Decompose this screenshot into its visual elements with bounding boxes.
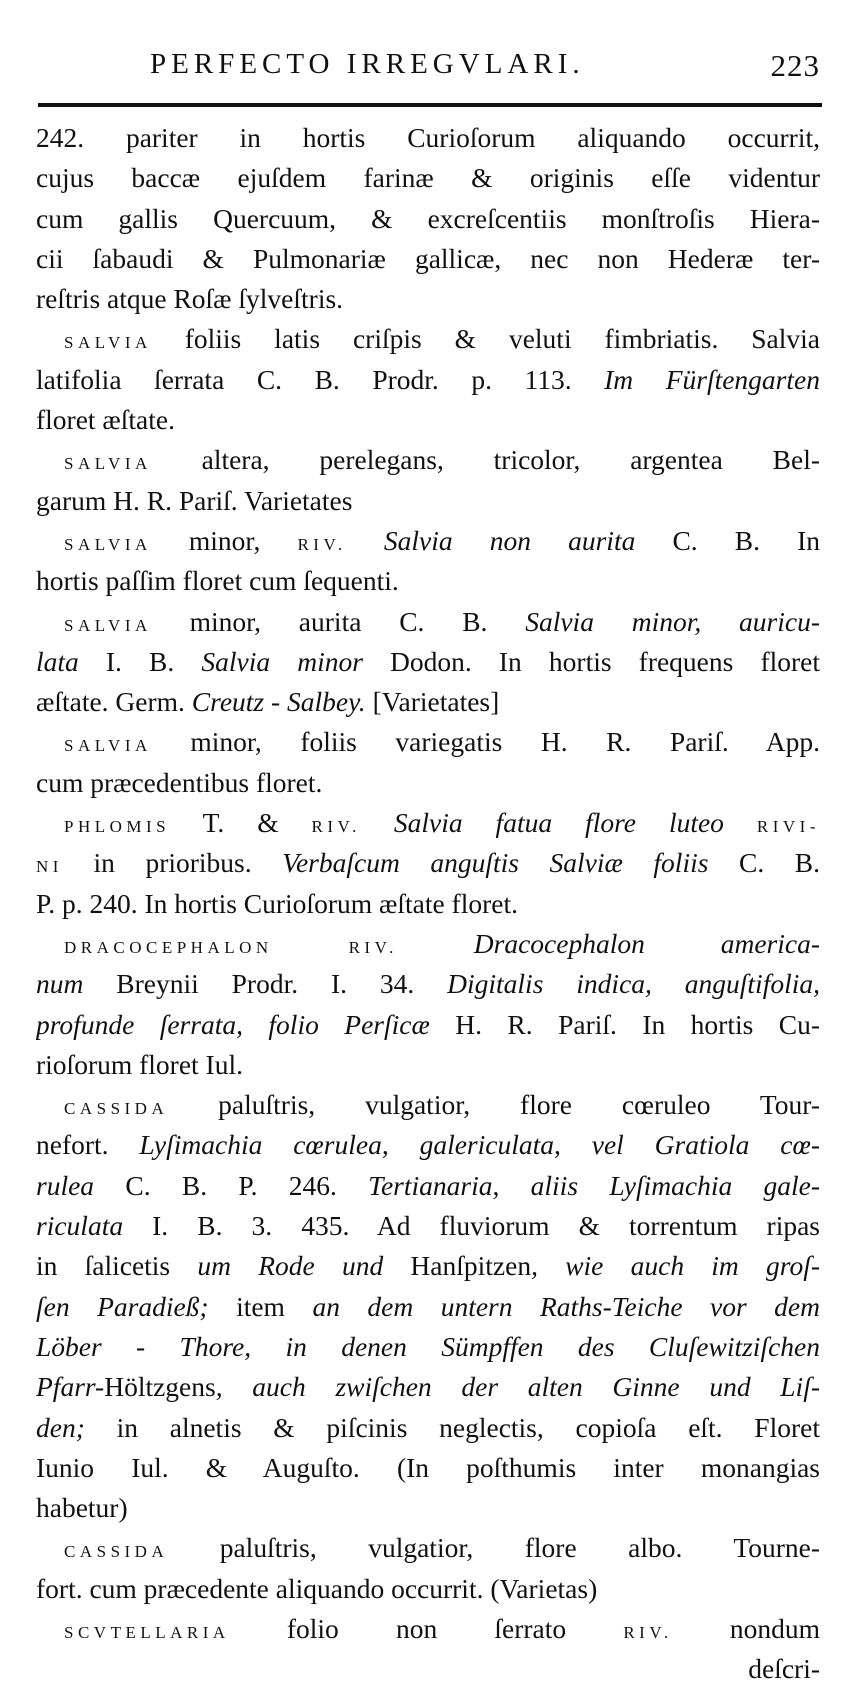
text-run: cii ſabaudi & Pulmonariæ gallicæ, nec non Hederæ ter- — [36, 242, 820, 274]
small-caps-term: SALVIA — [64, 454, 152, 474]
small-caps-term: NI — [36, 857, 63, 877]
catchword-line — [36, 1649, 820, 1689]
text-run: C. B. — [708, 847, 820, 879]
text-run: in ſalicetis — [36, 1250, 198, 1282]
text-line — [36, 1569, 820, 1609]
small-caps-term: SALVIA — [64, 615, 152, 635]
text-run: C. B. P. 246. — [94, 1169, 369, 1201]
text-run: deſcri- — [748, 1653, 820, 1685]
text-run: hortis paſſim floret cum ſequenti. — [36, 565, 399, 597]
text-line — [36, 1125, 820, 1165]
text-run: T. & — [170, 807, 312, 839]
text-line — [36, 884, 820, 924]
header-rule — [38, 103, 822, 107]
text-run: latifolia ſerrata C. B. Prodr. p. 113. — [36, 363, 605, 395]
small-caps-term: SALVIA — [64, 736, 152, 756]
small-caps-term: RIV. — [623, 1622, 673, 1642]
small-caps-term: CASSIDA — [64, 1099, 169, 1119]
italic-phrase: um Rode und — [197, 1250, 384, 1282]
italic-phrase: den; — [36, 1411, 85, 1443]
small-caps-term: PHLOMIS — [64, 817, 171, 837]
text-run: Höltzgens — [104, 1371, 216, 1403]
text-run: C. B. In — [635, 524, 820, 556]
text-line — [36, 239, 820, 279]
text-run: nondum — [672, 1612, 820, 1644]
italic-phrase: aliis Lyſimachia gale- — [530, 1169, 820, 1201]
text-run: Dodon. In hortis frequens floret — [362, 645, 820, 677]
text-run: fort. cum præcedente aliquando occurrit. (Varietas) — [36, 1572, 598, 1604]
text-run: P. p. 240. In hortis Curioſorum æſtate floret. — [36, 887, 518, 919]
text-run: habetur) — [36, 1492, 128, 1524]
text-run: cum præcedentibus floret. — [36, 766, 323, 798]
italic-phrase: lata — [36, 645, 79, 677]
text-run: I. B. 3. 435. Ad fluviorum & torrentum ripas — [123, 1210, 820, 1242]
text-run: altera, perelegans, tricolor, argentea Bel- — [151, 444, 820, 476]
text-line — [36, 1408, 820, 1448]
text-run: reſtris atque Roſæ ſylveſtris. — [36, 283, 344, 315]
entry-heading-line — [36, 1609, 820, 1649]
text-run: æſtate. Germ. — [36, 686, 192, 718]
text-run: Breynii Prodr. I. 34. — [83, 968, 448, 1000]
small-caps-term: SALVIA — [64, 333, 152, 353]
text-line — [36, 1206, 820, 1246]
text-run: cum gallis Quercuum, & excreſcentiis monſtroſis Hiera- — [36, 202, 820, 234]
italic-phrase: Digitalis indica, anguſtifolia, — [447, 968, 820, 1000]
italic-phrase: Verbaſcum anguſtis Salviæ foliis — [282, 847, 709, 879]
entry-heading-line — [36, 319, 820, 359]
page-number: 223 — [770, 48, 820, 83]
small-caps-term: RIV. — [311, 817, 361, 837]
italic-phrase: in denen Sümpffen des Cluſewitziſchen — [285, 1330, 820, 1362]
text-run: Hanſpitzen — [383, 1250, 532, 1282]
small-caps-term: CASSIDA — [64, 1542, 169, 1562]
text-run: minor, aurita C. B. — [151, 605, 526, 637]
italic-phrase: Löber - Thore, — [36, 1330, 252, 1362]
text-run: cujus baccæ ejuſdem farinæ & originis eſſe videntur — [36, 162, 820, 194]
text-line — [36, 682, 820, 722]
small-caps-term: RIV. — [297, 534, 347, 554]
text-run — [724, 807, 757, 838]
entry-heading-line — [36, 602, 820, 642]
text-line — [36, 199, 820, 239]
italic-phrase: , auch zwiſchen der alten Ginne und Liſ- — [215, 1371, 820, 1403]
italic-phrase: ſen Paradieß; — [36, 1290, 209, 1322]
italic-phrase: Salvia fatua flore luteo — [393, 807, 724, 839]
text-run: Iunio Iul. & Auguſto. (In poſthumis inter monangias — [36, 1451, 820, 1483]
text-run — [273, 928, 349, 959]
text-run: rioſorum floret Iul. — [36, 1048, 243, 1080]
entry-heading-line — [36, 924, 820, 964]
text-line — [36, 1166, 820, 1206]
italic-phrase: , wie auch im groſ- — [531, 1250, 820, 1282]
text-line — [36, 158, 820, 198]
text-line — [36, 642, 820, 682]
text-line — [36, 1005, 820, 1045]
text-run: H. R. Pariſ. In hortis Cu- — [429, 1008, 820, 1040]
text-line — [36, 481, 820, 521]
italic-phrase: num — [36, 968, 84, 1000]
text-run: in alnetis & piſcinis neglectis, copioſa eſt. Floret — [84, 1411, 820, 1443]
small-caps-term: RIVI- — [756, 817, 820, 837]
text-run: 242. pariter in hortis Curioſorum aliquando occurrit, — [36, 122, 820, 153]
text-run: paluſtris, vulgatior, flore albo. Tourne- — [168, 1532, 820, 1564]
text-line — [36, 1367, 820, 1407]
text-run — [398, 928, 474, 959]
text-run: minor, — [151, 524, 298, 556]
text-run: in prioribus. — [62, 847, 283, 879]
italic-phrase: Salvia minor — [201, 645, 363, 677]
text-line — [36, 1488, 820, 1528]
italic-phrase: Tertianaria — [368, 1169, 493, 1201]
text-run: garum H. R. Pariſ. Varietates — [36, 484, 353, 516]
text-run — [361, 807, 394, 838]
running-head — [40, 40, 820, 90]
text-run: paluſtris, vulgatior, flore cœruleo Tour- — [168, 1089, 820, 1121]
small-caps-term: SALVIA — [64, 534, 152, 554]
italic-phrase: Pfarr- — [36, 1371, 105, 1403]
italic-phrase: rulea — [36, 1169, 95, 1201]
italic-phrase: Dracocephalon america- — [473, 927, 820, 959]
text-line — [36, 763, 820, 803]
italic-phrase: an dem untern Raths-Teiche vor dem — [312, 1290, 820, 1322]
text-run: I. B. — [78, 645, 202, 677]
entry-heading-line — [36, 521, 820, 561]
italic-phrase: Creutz - Salbey. — [191, 686, 366, 718]
text-line — [36, 561, 820, 601]
text-run: minor, foliis variegatis H. R. Pariſ. App. — [151, 726, 820, 758]
text-run: foliis latis criſpis & veluti fimbriatis. Salvia — [151, 323, 820, 355]
text-run — [347, 525, 384, 556]
italic-phrase: profunde ſerrata, folio Perſicæ — [36, 1008, 430, 1040]
text-line — [36, 360, 820, 400]
text-run: item — [208, 1290, 313, 1322]
text-run: floret æſtate. — [36, 404, 175, 436]
text-line — [36, 1045, 820, 1085]
entry-heading-line — [36, 440, 820, 480]
text-line — [36, 118, 820, 158]
text-line — [36, 964, 820, 1004]
italic-phrase: riculata — [36, 1210, 124, 1242]
text-line — [36, 1287, 820, 1327]
italic-phrase: Salvia minor, auricu- — [525, 605, 820, 637]
text-line — [36, 279, 820, 319]
text-run — [251, 1331, 285, 1362]
entry-heading-line — [36, 1528, 820, 1568]
text-line — [36, 1327, 820, 1367]
text-run: folio non ſerrato — [229, 1612, 624, 1644]
text-line — [36, 400, 820, 440]
small-caps-term: SCVTELLARIA — [64, 1622, 230, 1642]
text-line — [36, 1448, 820, 1488]
entry-heading-line — [36, 803, 820, 843]
italic-phrase: Im Fürſtengarten — [604, 363, 820, 395]
running-title: PERFECTO IRREGVLARI. — [150, 48, 585, 80]
text-line — [36, 843, 820, 883]
text-run: nefort. — [36, 1129, 140, 1161]
small-caps-term: RIV. — [348, 937, 398, 957]
text-run: [Varietates] — [365, 686, 500, 718]
italic-phrase: Lyſimachia cœrulea, galericulata, vel Gratiola cœ- — [139, 1129, 820, 1161]
text-line — [36, 1246, 820, 1286]
italic-phrase: Salvia non aurita — [383, 524, 636, 556]
entry-heading-line — [36, 1085, 820, 1125]
entry-heading-line — [36, 722, 820, 762]
body-text — [36, 118, 820, 1690]
small-caps-term: DRACOCEPHALON — [64, 937, 273, 957]
text-run: , — [492, 1169, 531, 1201]
